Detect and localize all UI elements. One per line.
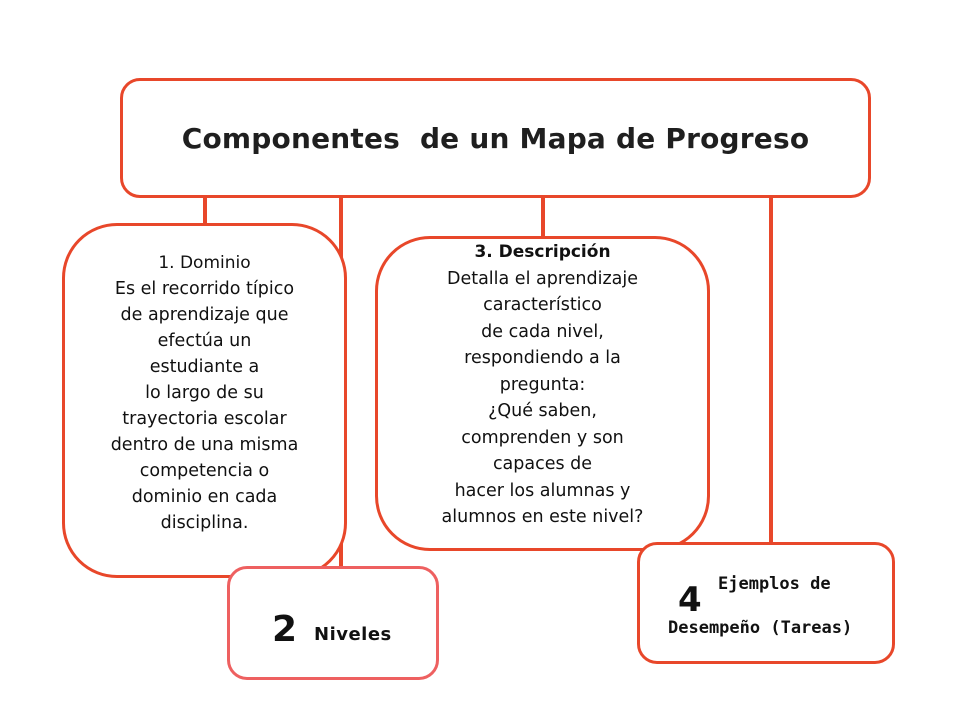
descripcion-line: comprenden y son (461, 427, 624, 448)
niveles-label: Niveles (314, 624, 392, 645)
descripcion-line: hacer los alumnas y (454, 480, 631, 501)
descripcion-line: respondiendo a la (464, 348, 621, 368)
title-box (120, 78, 871, 198)
dominio-line: dentro de una misma (110, 435, 299, 455)
ejemplos-label-line1: Ejemplos de (718, 574, 831, 594)
ejemplos-number: 4 (678, 580, 702, 620)
dominio-line: de aprendizaje que (120, 305, 289, 325)
descripcion-line: alumnos en este nivel? (441, 507, 644, 527)
descripcion-line: pregunta: (499, 374, 586, 395)
dominio-line: efectúa un (157, 331, 252, 351)
niveles-number: 2 (272, 609, 298, 650)
connector-descripcion (541, 196, 545, 238)
diagram-title: Componentes de un Mapa de Progreso (181, 121, 810, 155)
niveles-box (227, 566, 439, 680)
dominio-line: Es el recorrido típico (114, 279, 295, 299)
dominio-heading: 1. Dominio (158, 253, 251, 273)
dominio-line: disciplina. (160, 513, 249, 533)
dominio-box (62, 223, 347, 578)
descripcion-line: de cada nivel, (481, 321, 604, 342)
descripcion-line: Detalla el aprendizaje (446, 268, 639, 289)
ejemplos-label-line2: Desempeño (Tareas) (668, 618, 853, 638)
connector-ejemplos (769, 196, 773, 544)
ejemplos-box (637, 542, 895, 664)
descripcion-heading: 3. Descripción (474, 242, 611, 262)
dominio-line: estudiante a (149, 357, 260, 377)
descripcion-line: ¿Qué saben, (488, 401, 597, 421)
connector-dominio (203, 196, 207, 226)
dominio-line: trayectoria escolar (122, 409, 287, 429)
dominio-line: competencia o (139, 461, 270, 481)
dominio-line: dominio en cada (131, 487, 278, 507)
descripcion-line: característico (483, 295, 602, 315)
dominio-line: lo largo de su (145, 383, 264, 403)
descripcion-box (375, 236, 710, 551)
descripcion-line: capaces de (492, 454, 593, 474)
